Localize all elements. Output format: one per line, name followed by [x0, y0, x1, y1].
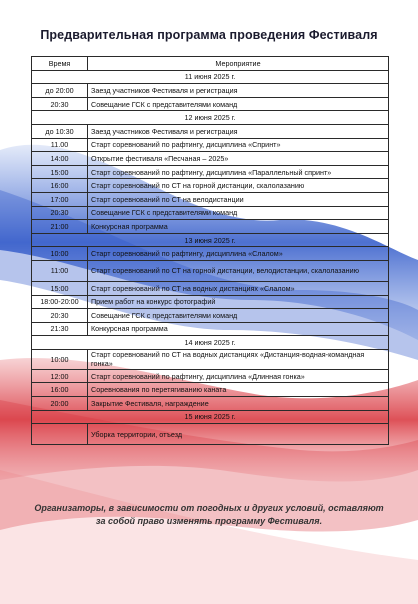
- event-time: 20:30: [32, 97, 88, 111]
- event-time: до 10:30: [32, 124, 88, 138]
- event-description: Старт соревнований по рафтингу, дисциплина «Длинная гонка»: [88, 369, 389, 383]
- day-date: 11 июня 2025 г.: [32, 70, 389, 84]
- table-row: [32, 192, 389, 206]
- day-header-row: [32, 111, 389, 125]
- table-row: [32, 322, 389, 336]
- page-title: Предварительная программа проведения Фестиваля: [40, 28, 378, 42]
- event-time: 17:00: [32, 192, 88, 206]
- day-date: 13 июня 2025 г.: [32, 233, 389, 247]
- table-row: [32, 152, 389, 166]
- day-date: 15 июня 2025 г.: [32, 410, 389, 424]
- day-header-row: [32, 410, 389, 424]
- event-description: Конкурсная программа: [88, 220, 389, 234]
- event-description: Старт соревнований по СТ на водных дистанциях «Слалом»: [88, 281, 389, 295]
- event-time: до 20:00: [32, 84, 88, 98]
- table-row: [32, 397, 389, 411]
- event-time: 11:00: [32, 260, 88, 281]
- event-time: 12:00: [32, 369, 88, 383]
- column-header-time: Время: [32, 57, 88, 71]
- event-time: 21:30: [32, 322, 88, 336]
- table-row: [32, 206, 389, 220]
- table-row: [32, 124, 389, 138]
- organizers-note: Организаторы, в зависимости от погодных и других условий, оставляют за собой право изменять программу Фестиваля.: [34, 503, 384, 526]
- event-description: Совещание ГСК с представителями команд: [88, 206, 389, 220]
- event-description: Соревнования по перетягиванию каната: [88, 383, 389, 397]
- event-time: 18:00-20:00: [32, 295, 88, 309]
- event-description: Конкурсная программа: [88, 322, 389, 336]
- event-description: Закрытие Фестиваля, награждение: [88, 397, 389, 411]
- event-time: [32, 424, 88, 445]
- event-description: Старт соревнований по СТ на велодистанции: [88, 192, 389, 206]
- event-description: Заезд участников Фестиваля и регистрация: [88, 84, 389, 98]
- table-row: [32, 165, 389, 179]
- event-time: 16:00: [32, 383, 88, 397]
- table-row: [32, 349, 389, 369]
- event-description: Старт соревнований по СТ на горной дистанции, велодистанции, скалолазанию: [88, 260, 389, 281]
- table-row: [32, 281, 389, 295]
- event-time: 15:00: [32, 165, 88, 179]
- day-header-row: [32, 336, 389, 350]
- table-row: [32, 295, 389, 309]
- table-row: [32, 138, 389, 152]
- event-description: Старт соревнований по рафтингу, дисциплина «Спринт»: [88, 138, 389, 152]
- event-time: 10:00: [32, 247, 88, 261]
- schedule-table: [31, 56, 389, 445]
- table-row: [32, 220, 389, 234]
- event-description: Совещание ГСК с представителями команд: [88, 309, 389, 323]
- column-header-event: Мероприятие: [88, 57, 389, 71]
- event-description: Заезд участников Фестиваля и регистрация: [88, 124, 389, 138]
- event-time: 20:00: [32, 397, 88, 411]
- table-row: [32, 97, 389, 111]
- event-time: 15:00: [32, 281, 88, 295]
- header-row: [32, 57, 389, 71]
- event-description: Уборка территории, отъезд: [88, 424, 389, 445]
- table-row: [32, 260, 389, 281]
- table-row: [32, 309, 389, 323]
- event-time: 11.00: [32, 138, 88, 152]
- table-row: [32, 179, 389, 193]
- event-description: Старт соревнований по СТ на горной дистанции, скалолазанию: [88, 179, 389, 193]
- table-row: [32, 247, 389, 261]
- day-header-row: [32, 233, 389, 247]
- event-description: Открытие фестиваля «Песчаная – 2025»: [88, 152, 389, 166]
- table-row: [32, 84, 389, 98]
- event-time: 21:00: [32, 220, 88, 234]
- event-time: 20:30: [32, 309, 88, 323]
- event-description: Старт соревнований по рафтингу, дисциплина «Слалом»: [88, 247, 389, 261]
- table-row: [32, 424, 389, 445]
- event-description: Старт соревнований по рафтингу, дисциплина «Параллельный спринт»: [88, 165, 389, 179]
- day-date: 12 июня 2025 г.: [32, 111, 389, 125]
- day-header-row: [32, 70, 389, 84]
- event-time: 20:30: [32, 206, 88, 220]
- event-time: 16:00: [32, 179, 88, 193]
- event-description: Совещание ГСК с представителями команд: [88, 97, 389, 111]
- event-description: Прием работ на конкурс фотографий: [88, 295, 389, 309]
- table-row: [32, 383, 389, 397]
- event-time: 10:00: [32, 349, 88, 369]
- day-date: 14 июня 2025 г.: [32, 336, 389, 350]
- table-row: [32, 369, 389, 383]
- event-description: Старт соревнований по СТ на водных дистанциях «Дистанция-водная-командная гонка»: [88, 349, 389, 369]
- event-time: 14:00: [32, 152, 88, 166]
